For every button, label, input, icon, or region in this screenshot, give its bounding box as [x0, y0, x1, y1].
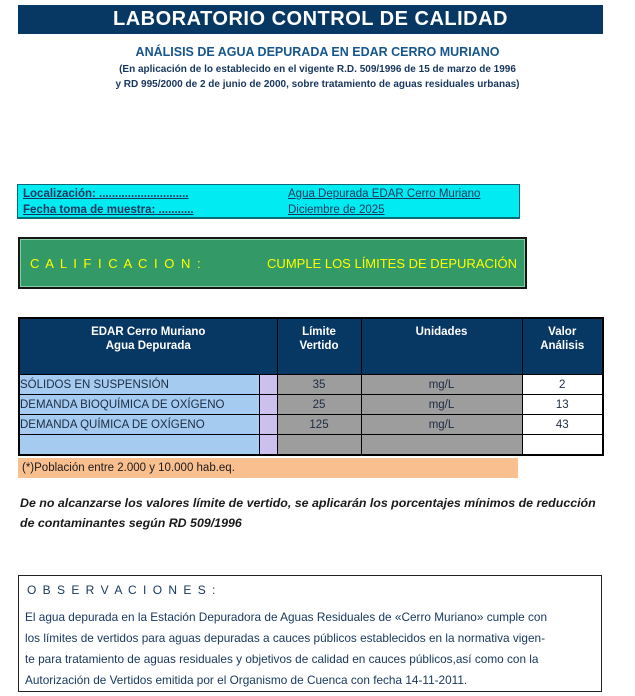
- value-cell: [522, 435, 603, 456]
- location-label: Localización: ............................: [23, 187, 189, 200]
- reduction-note-line1: De no alcanzarse los valores límite de vertido, se aplicarán los porcentajes mínimos de reducción: [20, 496, 596, 510]
- limit-cell: [277, 435, 361, 456]
- report-title: LABORATORIO CONTROL DE CALIDAD: [113, 8, 508, 30]
- report-title-bar: [18, 5, 603, 34]
- value-cell: 13: [522, 395, 603, 415]
- column-header-limit: [277, 318, 361, 375]
- table-header-row: [19, 318, 603, 375]
- observations-box: [18, 575, 602, 692]
- sample-date-row: [18, 201, 519, 217]
- column-header-units: [361, 318, 522, 375]
- value-header-line1: Valor: [548, 326, 577, 338]
- sample-info-box: [17, 184, 520, 219]
- parameter-cell: DEMANDA BIOQUÍMICA DE OXÍGENO: [19, 395, 259, 415]
- column-header-value: [522, 318, 603, 375]
- analysis-results-table: [18, 317, 604, 456]
- observations-body: [19, 597, 601, 691]
- units-header: Unidades: [415, 326, 468, 338]
- sample-date-label: Fecha toma de muestra: ...........: [23, 203, 194, 216]
- observations-line: los límites de vertidos para aguas depuradas a cauces públicos establecidos en la normativa vigen-: [25, 631, 546, 645]
- param-header-line2: Agua Depurada: [105, 340, 191, 352]
- value-header-line2: Análisis: [540, 340, 585, 352]
- reduction-note-line2: de contaminantes según RD 509/1996: [20, 516, 242, 530]
- reduction-note: [20, 493, 632, 533]
- units-cell: [361, 435, 522, 456]
- regulation-line-2: y RD 995/2000 de 2 de junio de 2000, sobre tratamiento de aguas residuales urbanas): [115, 79, 520, 90]
- sample-date-value-field[interactable]: Diciembre de 2025: [288, 203, 385, 216]
- table-row-empty: [19, 435, 603, 456]
- location-row: [18, 185, 519, 201]
- limit-header-line2: Vertido: [299, 340, 339, 352]
- observations-line: Autorización de Vertidos emitida por el Organismo de Cuenca con fecha 14-11-2011.: [25, 673, 468, 687]
- parameter-cell: DEMANDA QUÍMICA DE OXÍGENO: [19, 415, 259, 435]
- table-row: [19, 395, 603, 415]
- qualification-box: [18, 237, 527, 289]
- observations-line: El agua depurada en la Estación Depuradora de Aguas Residuales de «Cerro Muriano» cumple con: [25, 610, 548, 624]
- limit-cell: 25: [277, 395, 361, 415]
- parameter-cell: [19, 435, 259, 456]
- limit-cell: 125: [277, 415, 361, 435]
- location-value-field[interactable]: Agua Depurada EDAR Cerro Muriano: [288, 187, 481, 200]
- report-subtitle: ANÁLISIS DE AGUA DEPURADA EN EDAR CERRO MURIANO: [135, 45, 500, 59]
- units-cell: mg/L: [361, 395, 522, 415]
- parameter-cell: SÓLIDOS EN SUSPENSIÓN: [19, 375, 259, 395]
- qualification-label: C A L I F I C A C I O N :: [30, 255, 203, 271]
- population-footnote: (*)Población entre 2.000 y 10.000 hab.eq.: [18, 458, 518, 478]
- units-cell: mg/L: [361, 415, 522, 435]
- limit-cell: 35: [277, 375, 361, 395]
- table-row: [19, 415, 603, 435]
- qualification-result: CUMPLE LOS LÍMITES DE DEPURACIÓN: [267, 255, 517, 271]
- param-header-line1: EDAR Cerro Muriano: [91, 326, 206, 338]
- units-cell: mg/L: [361, 375, 522, 395]
- table-row: [19, 375, 603, 395]
- strip-cell: [259, 375, 277, 395]
- value-cell: 43: [522, 415, 603, 435]
- strip-cell: [259, 415, 277, 435]
- observations-line: te para tratamiento de aguas residuales y objetivos de calidad en cauces públicos,así como con la: [25, 652, 539, 666]
- observations-title: O B S E R V A C I O N E S :: [27, 583, 217, 597]
- strip-cell: [259, 395, 277, 415]
- column-header-parameter: [19, 318, 277, 375]
- value-cell: 2: [522, 375, 603, 395]
- regulation-line-1: (En aplicación de lo establecido en el vigente R.D. 509/1996 de 15 de marzo de 1996: [119, 64, 516, 75]
- strip-cell: [259, 435, 277, 456]
- limit-header-line1: Límite: [302, 326, 336, 338]
